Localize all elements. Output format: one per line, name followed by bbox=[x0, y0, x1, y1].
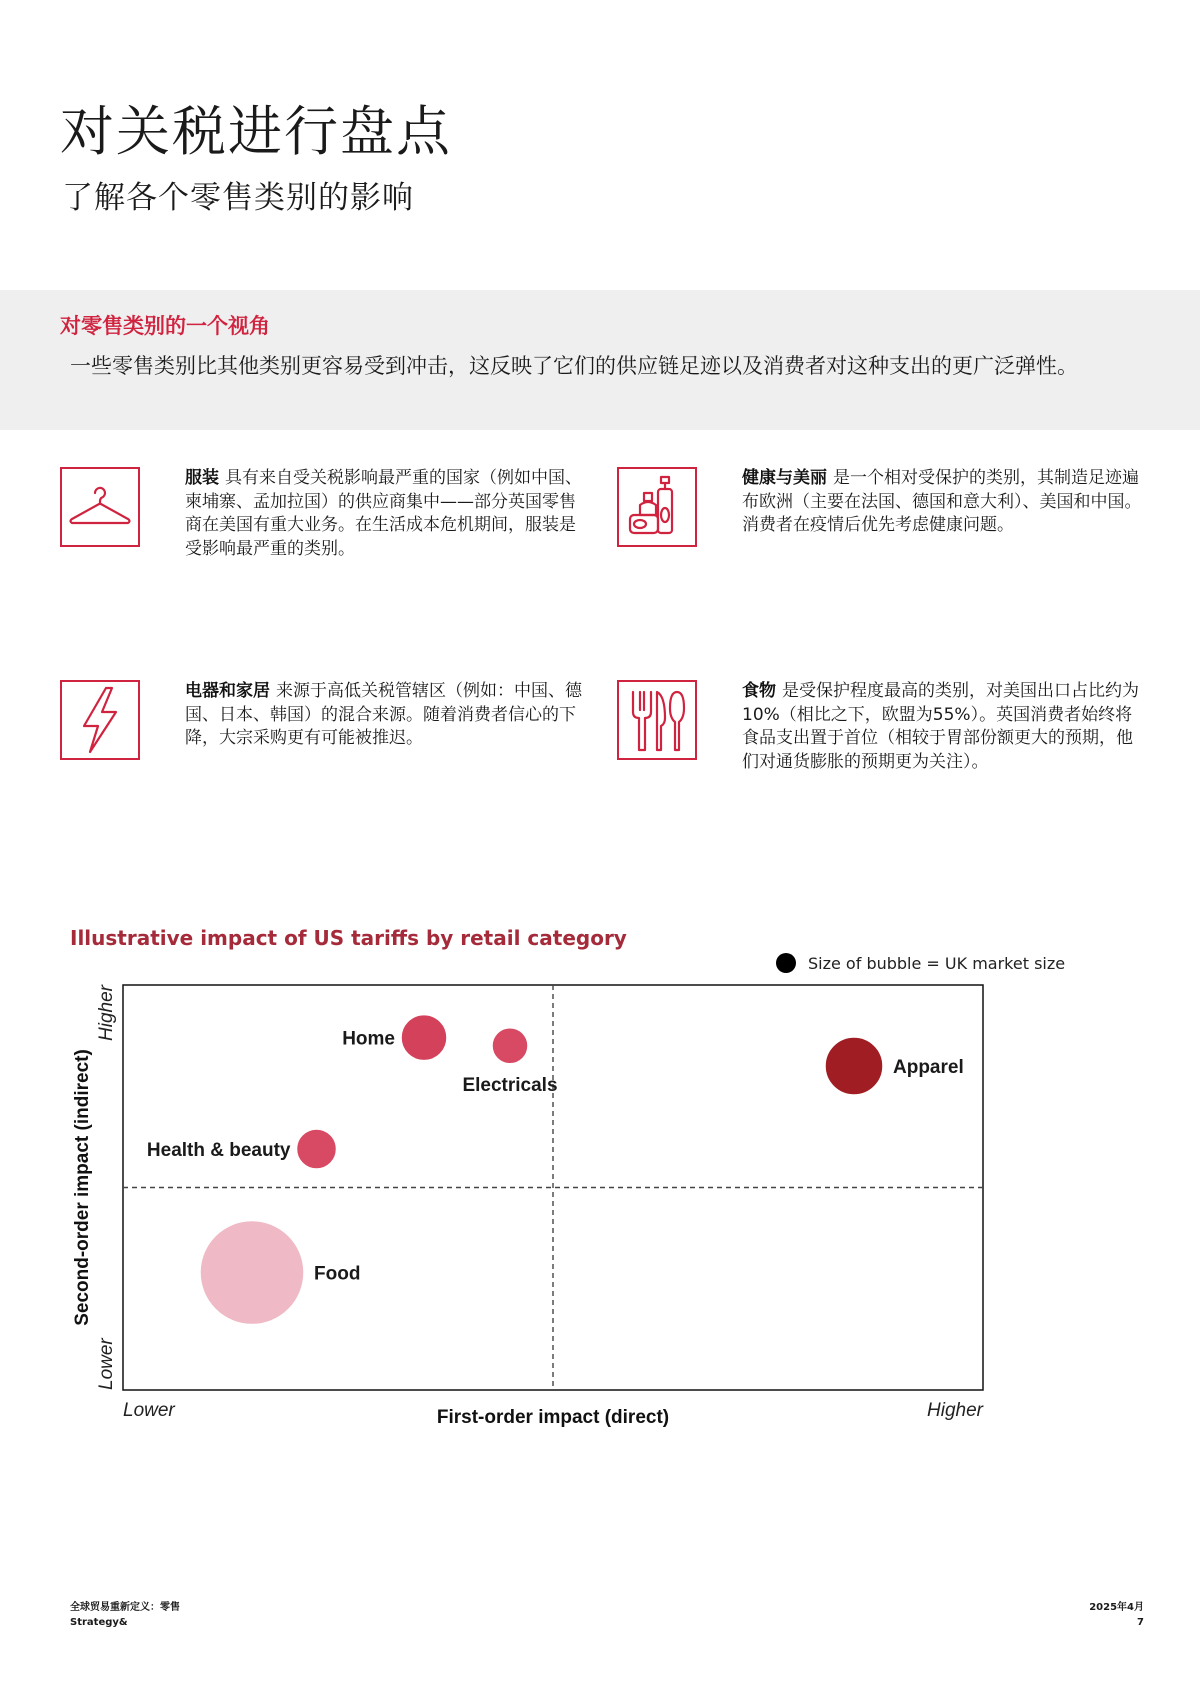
category-apparel-name: 服装 bbox=[185, 468, 219, 488]
bubble-label-health-beauty: Health & beauty bbox=[146, 1140, 291, 1162]
category-health-beauty bbox=[617, 467, 1177, 607]
category-apparel-text bbox=[185, 467, 585, 561]
cutlery-icon bbox=[617, 680, 697, 760]
cosmetics-bottles-icon bbox=[617, 467, 697, 547]
legend-text: Size of bubble = UK market size bbox=[808, 953, 1066, 973]
category-health-beauty-name: 健康与美丽 bbox=[742, 468, 827, 488]
bubble-chart bbox=[60, 970, 1080, 1470]
footer-date: 2025年4月 bbox=[1089, 1602, 1144, 1613]
footer-meta bbox=[1060, 1600, 1144, 1630]
y-axis-title: Second-order impact (indirect) bbox=[72, 1049, 93, 1326]
category-health-beauty-desc: 是一个相对受保护的类别，其制造足迹遍布欧洲（主要在法国、德国和意大利）、美国和中国。消费者在疫情后优先考虑健康问题。 bbox=[742, 468, 1142, 535]
category-electricals-home-desc: 来源于高低关税管辖区（例如：中国、德国、日本、韩国）的混合来源。随着消费者信心的下降，大宗采购更有可能被推迟。 bbox=[185, 681, 582, 748]
bubble-electricals bbox=[492, 1028, 528, 1064]
category-electricals-home-name: 电器和家居 bbox=[185, 681, 270, 701]
category-apparel bbox=[60, 467, 620, 607]
x-axis-high-label: Higher bbox=[927, 1400, 983, 1421]
bubble-label-electricals: Electricals bbox=[462, 1074, 558, 1096]
chart-title: Illustrative impact of US tariffs by retail category bbox=[70, 926, 627, 950]
y-axis-low-label: Lower bbox=[96, 1338, 117, 1390]
category-food-name: 食物 bbox=[742, 681, 776, 701]
bubble-food bbox=[200, 1221, 304, 1325]
bubble-label-food: Food bbox=[314, 1263, 361, 1285]
bubble-health-beauty bbox=[297, 1129, 337, 1169]
category-health-beauty-text bbox=[742, 467, 1142, 538]
intro-band bbox=[0, 290, 1200, 430]
bubble-home bbox=[401, 1015, 447, 1061]
category-food-desc: 是受保护程度最高的类别，对美国出口占比约为10%（相比之下，欧盟为55%）。英国消费者始终将食品支出置于首位（相较于胃部份额更大的预期，他们对通货膨胀的预期更为关注）。 bbox=[742, 681, 1139, 772]
x-axis-title: First-order impact (direct) bbox=[436, 1407, 670, 1428]
hanger-icon bbox=[60, 467, 140, 547]
lightning-bolt-icon bbox=[60, 680, 140, 760]
page-title: 对关税进行盘点 bbox=[60, 100, 452, 163]
intro-heading: 对零售类别的一个视角 bbox=[60, 314, 270, 338]
bubble-apparel bbox=[825, 1037, 883, 1095]
category-electricals-home bbox=[60, 680, 620, 820]
bubble-label-apparel: Apparel bbox=[893, 1057, 964, 1078]
footer-report-title: 全球贸易重新定义：零售 bbox=[70, 1602, 180, 1613]
category-electricals-home-text bbox=[185, 680, 585, 751]
footer-brand: Strategy& bbox=[70, 1617, 128, 1628]
category-food bbox=[617, 680, 1177, 820]
category-food-text bbox=[742, 680, 1142, 774]
x-axis-low-label: Lower bbox=[123, 1400, 175, 1421]
page-subtitle: 了解各个零售类别的影响 bbox=[62, 180, 414, 216]
page-number: 7 bbox=[1137, 1617, 1144, 1628]
category-apparel-desc: 具有来自受关税影响最严重的国家（例如中国、柬埔寨、孟加拉国）的供应商集中——部分英国零售商在美国有重大业务。在生活成本危机期间，服装是受影响最严重的类别。 bbox=[185, 468, 582, 559]
y-axis-high-label: Higher bbox=[96, 985, 117, 1041]
bubble-label-home: Home bbox=[342, 1028, 395, 1050]
intro-text: 一些零售类别比其他类别更容易受到冲击，这反映了它们的供应链足迹以及消费者对这种支出的更广泛弹性。 bbox=[70, 354, 1078, 378]
footer-source bbox=[70, 1600, 180, 1630]
